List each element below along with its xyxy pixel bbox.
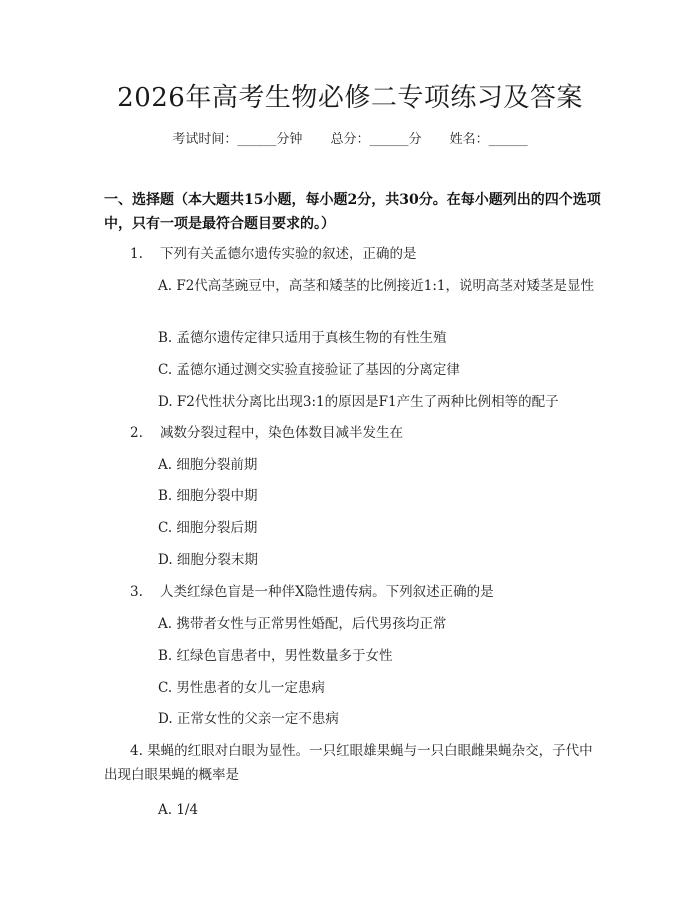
option-text: D. F2代性状分离比出现3:1的原因是F1产生了两种比例相等的配子 [158,394,559,410]
question-number: 2. [130,425,143,441]
q1-option-a: A. F2代高茎豌豆中，高茎和矮茎的比例接近1:1，说明高茎对矮茎是显性 [158,278,595,294]
option-text: A. 携带者女性与正常男性婚配，后代男孩均正常 [158,616,447,632]
exam-meta [0,130,700,150]
question-3 [104,580,600,604]
option-text: A. 细胞分裂前期 [158,457,258,473]
question-stem: 下列有关孟德尔遗传实验的叙述，正确的是 [160,246,417,262]
question-4: 4. 果蝇的红眼对白眼为显性。一只红眼雄果蝇与一只白眼雌果蝇杂交，子代中出现白眼果蝇的概率是 [104,743,593,783]
q2-option-a [104,453,600,477]
option-text: B. 红绿色盲患者中，男性数量多于女性 [158,648,393,664]
question-number: 1. [130,246,143,262]
q3-option-b [104,644,600,668]
option-text: B. 孟德尔遗传定律只适用于真核生物的有性生殖 [158,330,447,346]
q2-option-b [104,484,600,508]
option-text: C. 孟德尔通过测交实验直接验证了基因的分离定律 [158,362,460,378]
question-stem: 减数分裂过程中，染色体数目减半发生在 [160,425,403,441]
option-text: D. 正常女性的父亲一定不患病 [158,711,339,727]
question-stem: 人类红绿色盲是一种伴X隐性遗传病。下列叙述正确的是 [160,584,494,600]
q4-option-a [104,798,600,822]
question-number: 3. [130,584,143,600]
exam-time-field: 考试时间：______分钟 [172,132,303,147]
q2-option-c [104,516,600,540]
option-text: D. 细胞分裂末期 [158,552,258,568]
q3-option-a [104,612,600,636]
q2-option-d [104,548,600,572]
total-score-field: 总分：______分 [330,132,422,147]
page-title: 2026年高考生物必修二专项练习及答案 [117,83,583,113]
option-text: A. 1/4 [158,802,199,818]
section-heading: 一、选择题（本大题共15小题，每小题2分，共30分。在每小题列出的四个选项中，只有一项是最符合题目要求的。） [104,192,601,232]
q3-option-d [104,707,600,731]
question-2 [104,421,600,445]
q1-option-d [104,390,600,414]
option-text: B. 细胞分裂中期 [158,488,258,504]
option-text: C. 男性患者的女儿一定患病 [158,680,325,696]
name-field: 姓名：______ [449,132,528,147]
option-text: C. 细胞分裂后期 [158,520,258,536]
q3-option-c [104,676,600,700]
question-1 [104,242,600,266]
q1-option-b [104,326,600,350]
q1-option-c [104,358,600,382]
